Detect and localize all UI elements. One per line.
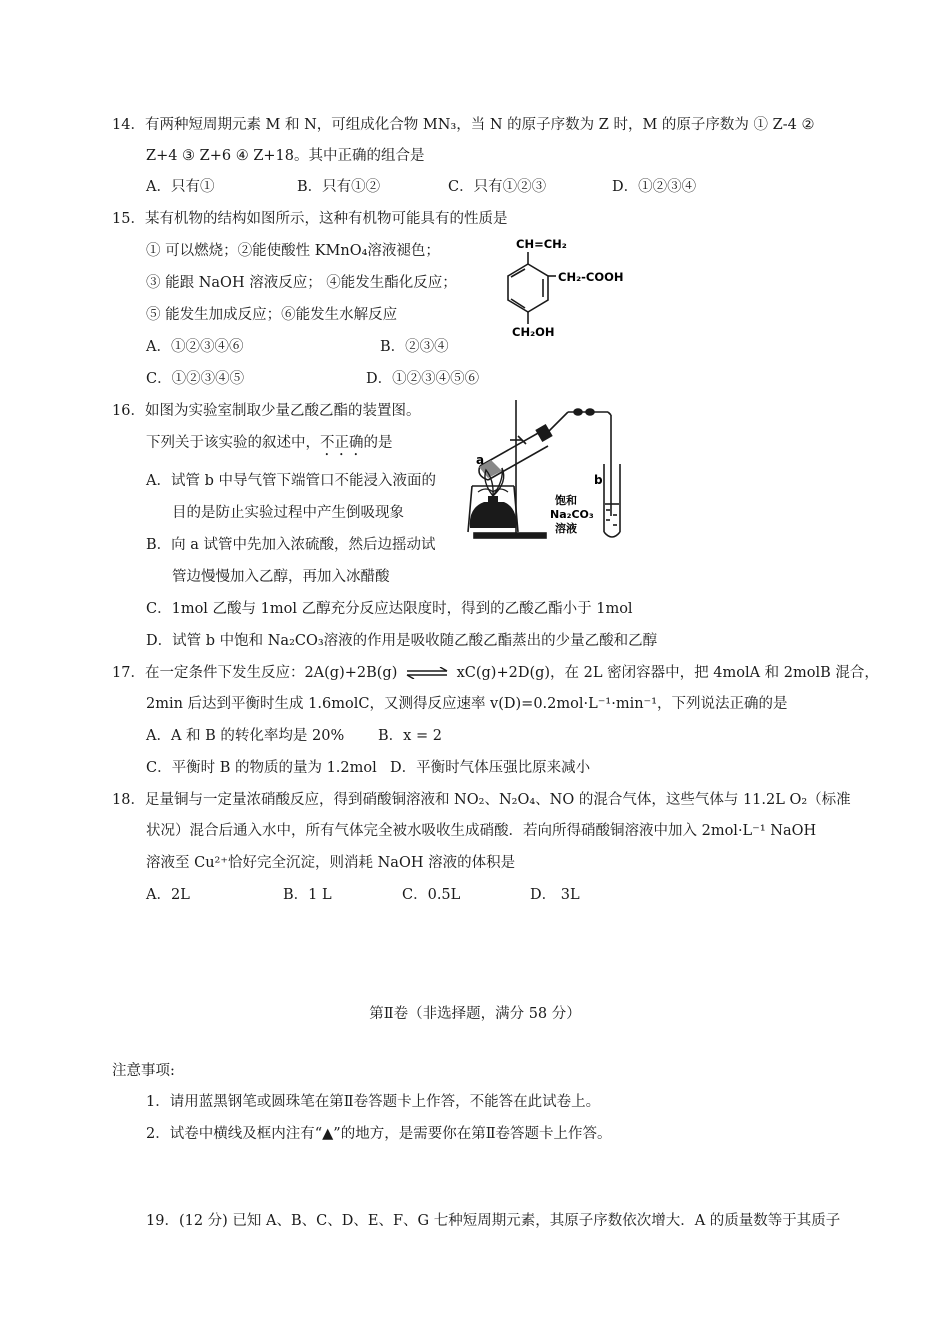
q14-option-d: D．①②③④ — [612, 179, 697, 195]
q16-label-na2co3: Na₂CO₃ — [550, 508, 594, 521]
q16-label-b: b — [594, 473, 603, 487]
q15-structure-diagram — [478, 232, 628, 350]
q18-line3: 溶液至 Cu²⁺恰好完全沉淀，则消耗 NaOH 溶液的体积是 — [146, 855, 516, 871]
q14-line2: Z+4 ③ Z+6 ④ Z+18。其中正确的组合是 — [146, 148, 425, 164]
q17-option-c: C．平衡时 B 的物质的量为 1.2mol — [146, 760, 377, 776]
q17-line1 — [112, 663, 879, 683]
q17-line1-right: xC(g)+2D(g)，在 2L 密闭容器中，把 4molA 和 2molB 混合， — [456, 665, 879, 681]
q16-option-c: C．1mol 乙酸与 1mol 乙醇充分反应达限度时，得到的乙酸乙酯小于 1mol — [146, 601, 633, 617]
q14-option-a: A．只有① — [146, 179, 215, 195]
q16-label-a: a — [476, 453, 485, 467]
q17-option-a: A．A 和 B 的转化率均是 20% — [146, 728, 345, 744]
q17-option-b: B．x = 2 — [378, 728, 442, 744]
q15-label-acetic: CH₂-COOH — [558, 270, 624, 284]
q15-stem: 15．某有机物的结构如图所示，这种有机物可能具有的性质是 — [112, 211, 508, 227]
q16-label-solution: 溶液 — [555, 522, 577, 535]
q15-option-a: A．①②③④⑥ — [146, 339, 244, 355]
q16-option-b-line2: 管边慢慢加入乙醇，再加入冰醋酸 — [172, 569, 390, 585]
q18-option-d: D． 3L — [530, 887, 580, 903]
notice-title: 注意事项: — [112, 1063, 175, 1079]
q16-stem-line2 — [146, 433, 393, 459]
q15-option-b: B．②③④ — [380, 339, 449, 355]
q14-option-c: C．只有①②③ — [448, 179, 547, 195]
q15-label-vinyl: CH=CH₂ — [516, 237, 567, 251]
q14-option-b: B．只有①② — [297, 179, 381, 195]
notice-item-1: 1．请用蓝黑钢笔或圆珠笔在第Ⅱ卷答题卡上作答，不能答在此试卷上。 — [146, 1094, 601, 1110]
notice-item-2: 2．试卷中横线及框内注有“▲”的地方，是需要你在第Ⅱ卷答题卡上作答。 — [146, 1126, 612, 1142]
q16-apparatus-diagram — [458, 396, 638, 544]
q15-option-d: D．①②③④⑤⑥ — [366, 371, 480, 387]
q18-line1: 18．足量铜与一定量浓硝酸反应，得到硝酸铜溶液和 NO₂、N₂O₄、NO 的混合气体，这些气体与 11.2L O₂（标准 — [112, 792, 851, 808]
q16-option-a-line2: 目的是防止实验过程中产生倒吸现象 — [172, 505, 404, 521]
part2-title: 第Ⅱ卷（非选择题，满分 58 分） — [369, 1006, 581, 1022]
q19-line1: 19．(12 分) 已知 A、B、C、D、E、F、G 七种短周期元素，其原子序数依次增大．A 的质量数等于其质子 — [146, 1213, 841, 1229]
q17-option-d: D．平衡时气体压强比原来减小 — [390, 760, 591, 776]
q16-label-saturated: 饱和 — [555, 494, 577, 507]
q16-option-d: D．试管 b 中饱和 Na₂CO₃溶液的作用是吸收随乙酸乙酯蒸出的少量乙酸和乙醇 — [146, 633, 658, 649]
q18-line2: 状况）混合后通入水中，所有气体完全被水吸收生成硝酸．若向所得硝酸铜溶液中加入 2mol·L⁻¹ NaOH — [146, 823, 817, 839]
q15-prop-3: ⑤ 能发生加成反应；⑥能发生水解反应 — [146, 307, 398, 323]
q15-label-hydroxymethyl: CH₂OH — [512, 325, 555, 339]
q18-option-c: C．0.5L — [402, 887, 461, 903]
q16-stem-pre: 下列关于该实验的叙述中， — [146, 435, 320, 451]
q17-line2: 2min 后达到平衡时生成 1.6molC，又测得反应速率 v(D)=0.2mol·L⁻¹·min⁻¹，下列说法正确的是 — [146, 696, 788, 712]
q16-option-a-line1: A．试管 b 中导气管下端管口不能浸入液面的 — [146, 473, 436, 489]
q16-option-b-line1: B．向 a 试管中先加入浓硫酸，然后边摇动试 — [146, 537, 436, 553]
equilibrium-arrow-icon — [405, 667, 449, 679]
q18-option-b: B．1 L — [283, 887, 332, 903]
q14-line1: 14．有两种短周期元素 M 和 N，可组成化合物 MN₃，当 N 的原子序数为 Z 时，M 的原子序数为 ① Z-4 ② — [112, 117, 815, 133]
q15-option-c: C．①②③④⑤ — [146, 371, 245, 387]
q16-stem-emphasis: 不正确 — [320, 435, 364, 451]
q17-line1-left: 17．在一定条件下发生反应：2A(g)+2B(g) — [112, 665, 398, 681]
q15-prop-2: ③ 能跟 NaOH 溶液反应； ④能发生酯化反应； — [146, 275, 457, 291]
q18-option-a: A．2L — [146, 887, 190, 903]
q16-stem-line1: 16．如图为实验室制取少量乙酸乙酯的装置图。 — [112, 403, 421, 419]
q16-stem-post: 的是 — [363, 435, 393, 451]
q15-prop-1: ① 可以燃烧；②能使酸性 KMnO₄溶液褪色； — [146, 243, 440, 259]
